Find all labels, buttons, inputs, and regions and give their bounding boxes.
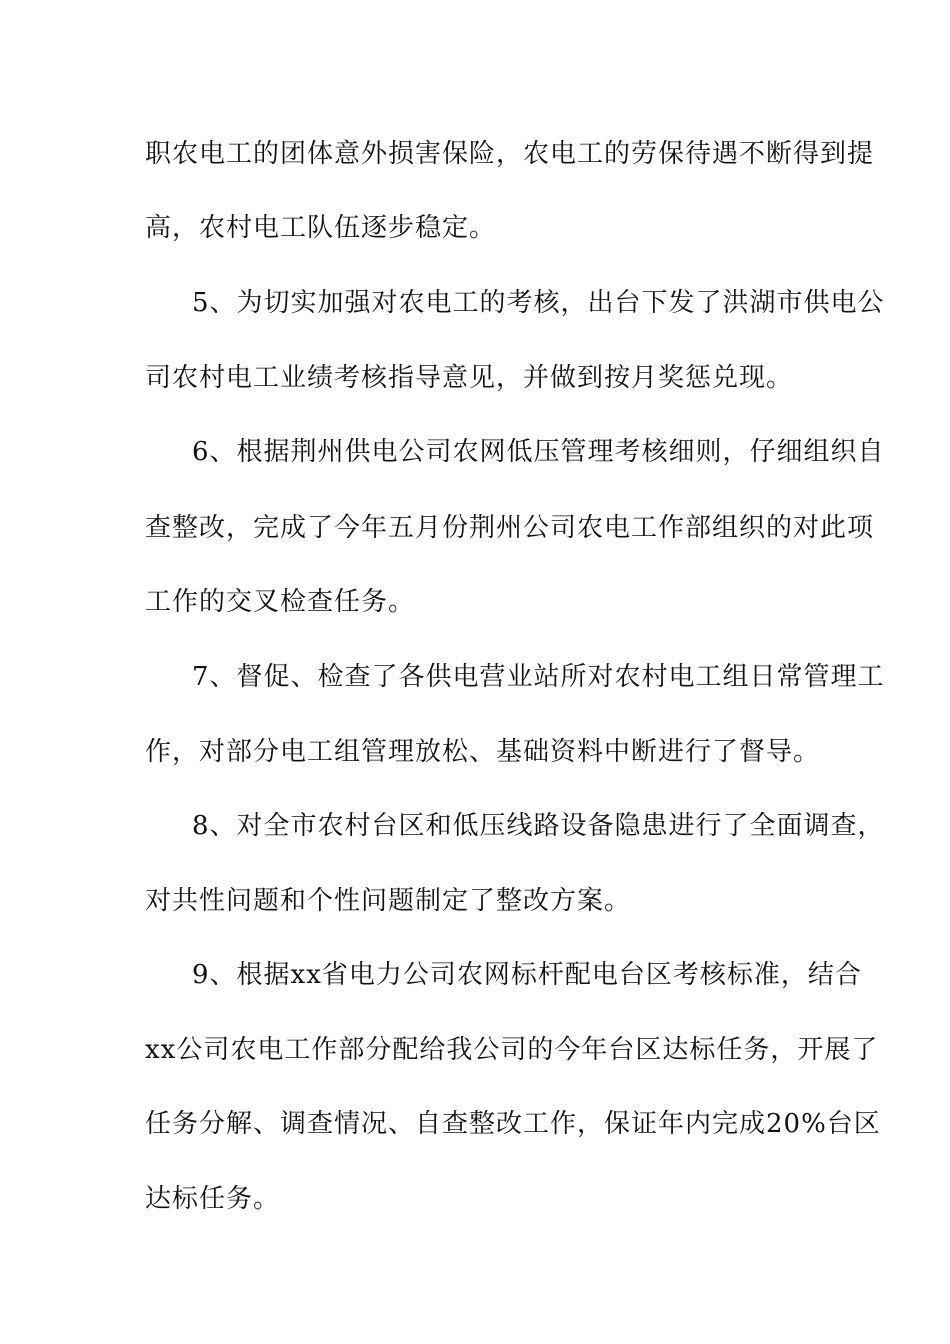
text-line: 查整改，完成了今年五月份荆州公司农电工作部组织的对此项 [145,513,875,543]
text-line: 任务分解、调查情况、自查整改工作，保证年内完成20%台区 [145,1109,881,1139]
text-line: xx公司农电工作部分配给我公司的今年台区达标任务，开展了 [145,1035,879,1065]
paragraph-5-first-line: 5、为切实加强对农电工的考核，出台下发了洪湖市供电公 [192,288,885,318]
text-line: 职农电工的团体意外损害保险，农电工的劳保待遇不断得到提 [145,139,875,169]
text-line: 达标任务。 [145,1184,281,1214]
text-line: 作，对部分电工组管理放松、基础资料中断进行了督导。 [145,737,821,767]
text-line: 对共性问题和个性问题制定了整改方案。 [145,886,632,916]
text-line: 工作的交叉检查任务。 [145,587,416,617]
text-line: 高，农村电工队伍逐步稳定。 [145,213,497,243]
paragraph-6-first-line: 6、根据荆州供电公司农网低压管理考核细则，仔细组织自 [192,437,885,467]
paragraph-7-first-line: 7、督促、检查了各供电营业站所对农村电工组日常管理工 [192,662,885,692]
paragraph-9-first-line: 9、根据xx省电力公司农网标杆配电台区考核标准，结合 [192,960,862,990]
text-line: 司农村电工业绩考核指导意见，并做到按月奖惩兑现。 [145,363,794,393]
paragraph-8-first-line: 8、对全市农村台区和低压线路设备隐患进行了全面调查， [192,811,885,841]
